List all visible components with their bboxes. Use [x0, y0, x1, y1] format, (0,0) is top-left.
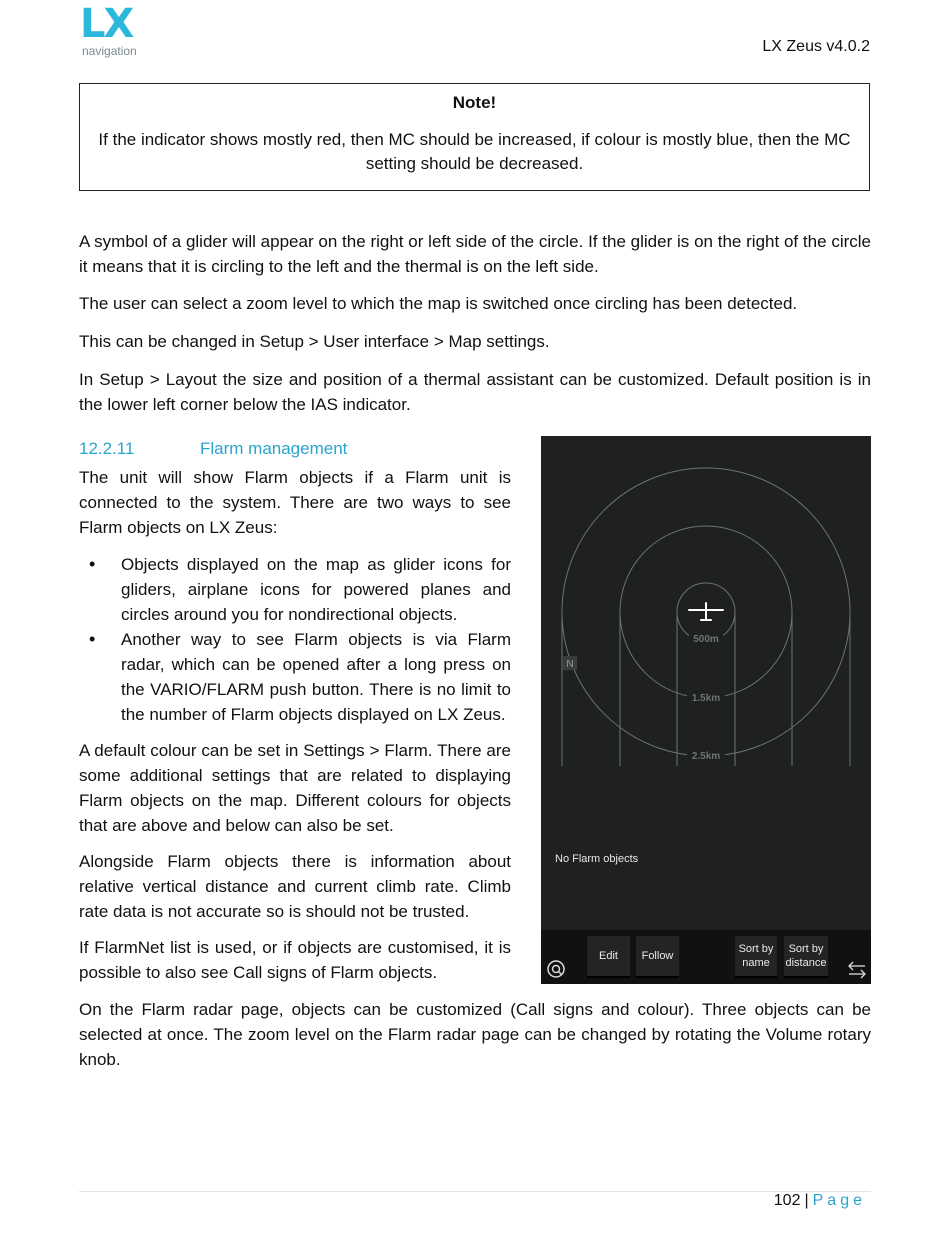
edit-button[interactable]: [587, 936, 630, 978]
ring-label-2-5km: 2.5km: [691, 751, 721, 762]
section-heading: [79, 438, 347, 460]
sort-by-name-line2: name: [742, 957, 770, 969]
sort-by-name-button[interactable]: [735, 936, 777, 978]
sort-by-name-line1: Sort by: [738, 943, 774, 955]
page-footer: [774, 1192, 866, 1210]
note-body: If the indicator shows mostly red, then MC should be increased, if colour is mostly blue, then the MC setting should be decreased.: [98, 130, 851, 173]
lx-navigation-logo: [80, 1, 140, 60]
section-number: 12.2.11: [79, 439, 135, 458]
page-separator: |: [804, 1192, 809, 1209]
logo-sub-text: navigation: [82, 44, 137, 58]
follow-button[interactable]: [636, 936, 679, 978]
paragraph-layout: In Setup > Layout the size and position of a thermal assistant can be customized. Default position is in the lower left corner below the IAS indicator.: [79, 370, 871, 414]
swap-arrows-icon[interactable]: [846, 960, 868, 980]
sort-by-distance-line1: Sort by: [788, 943, 824, 955]
paragraph-flarmnet: If FlarmNet list is used, or if objects are customised, it is possible to also see Call signs of Flarm objects.: [79, 938, 511, 982]
sort-by-name-label: [739, 942, 774, 970]
north-label: N: [566, 659, 574, 670]
ring-label-500m: 500m: [693, 634, 719, 645]
page-word: Page: [812, 1192, 866, 1209]
document-title: LX Zeus v4.0.2: [762, 38, 870, 55]
note-box: [79, 83, 870, 191]
note-title: Note!: [452, 93, 497, 112]
glider-icon: [689, 603, 723, 620]
paragraph-zoom-level: The user can select a zoom level to which the map is switched once circling has been detected.: [79, 294, 798, 313]
paragraph-flarm-intro: The unit will show Flarm objects if a Flarm unit is connected to the system. There are two ways to see Flarm objects on LX Zeus:: [79, 468, 511, 537]
sort-by-distance-button[interactable]: [784, 936, 828, 978]
no-flarm-objects-status: No Flarm objects: [555, 853, 639, 865]
paragraph-vertical-distance: Alongside Flarm objects there is information about relative vertical distance and current climb rate. Climb rate data is not accurate so is should not be trusted.: [79, 852, 511, 921]
paragraph-map-settings: This can be changed in Setup > User interface > Map settings.: [79, 332, 550, 351]
flarm-bullet-list: [79, 552, 511, 727]
sort-by-distance-line2: distance: [785, 957, 827, 969]
list-item: • Objects displayed on the map as glider icons for gliders, airplane icons for powered planes and circles around you for nondirectional objects.: [79, 552, 511, 627]
flarm-radar-screenshot: [541, 436, 871, 984]
paragraph-default-colour: A default colour can be set in Settings > Flarm. There are some additional settings that are related to displaying Flarm objects on the map. Different colours for objects that are above and below can also be set.: [79, 741, 511, 835]
sort-by-distance-label: [786, 942, 827, 970]
edit-button-label: Edit: [599, 950, 618, 962]
paragraph-flarm-radar-page: On the Flarm radar page, objects can be customized (Call signs and colour). Three objects can be selected at once. The zoom level on the Flarm radar page can be changed by rotating the Volume rotary knob.: [79, 1000, 871, 1069]
section-title: Flarm management: [200, 439, 348, 458]
footer-divider: [79, 1191, 871, 1192]
follow-button-label: Follow: [641, 950, 674, 962]
paragraph-glider-symbol: A symbol of a glider will appear on the right or left side of the circle. If the glider is on the right of the circle it means that it is circling to the left and the thermal is on the left side.: [79, 232, 871, 276]
radar-bottom-toolbar: [541, 930, 871, 984]
page-number: 102: [773, 1192, 801, 1209]
list-item: • Another way to see Flarm objects is via Flarm radar, which can be opened after a long press on the VARIO/FLARM push button. There is no limit to the number of Flarm objects displayed on LX Zeus.: [79, 627, 511, 727]
logo-main-text: LX: [80, 1, 133, 47]
zoom-icon[interactable]: [545, 958, 567, 980]
ring-label-1-5km: 1.5km: [691, 693, 721, 704]
